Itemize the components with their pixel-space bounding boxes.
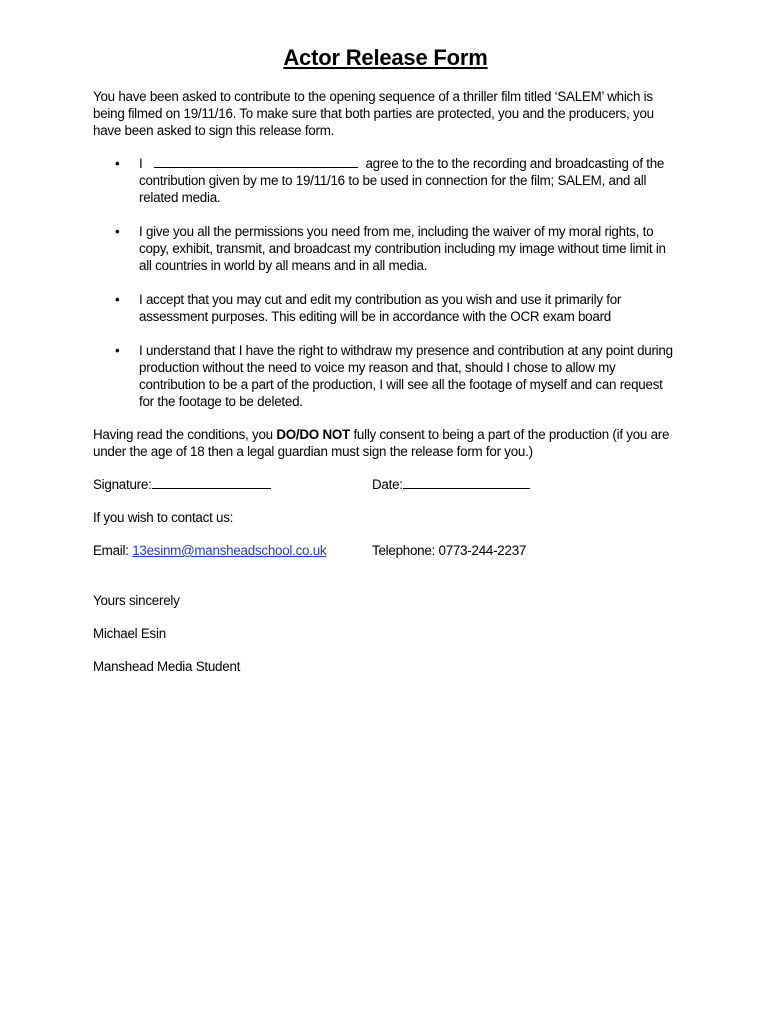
consent-before: Having read the conditions, you xyxy=(93,427,277,442)
signature-row xyxy=(93,476,678,493)
term-text: I understand that I have the right to withdraw my presence and contribution at any point during production without the need to voice my reason and that, should I chose to allow my contribution to be a part of the production, I will see all the footage of myself and can request for the footage to be deleted. xyxy=(139,343,673,409)
document-page xyxy=(93,44,678,691)
email-link[interactable]: 13esinm@mansheadschool.co.uk xyxy=(132,543,327,558)
contact-row xyxy=(93,542,678,559)
document-title: Actor Release Form xyxy=(283,45,488,70)
term-text: agree to the to the recording and broadcasting of the contribution given by me to 19/11/16 to be used in connection for the film; SALEM, and all related media. xyxy=(139,156,665,205)
closing-text: Yours sincerely xyxy=(93,593,180,608)
signature-field xyxy=(93,476,372,493)
contact-prompt: If you wish to contact us: xyxy=(93,510,234,525)
telephone-label: Telephone: xyxy=(372,543,439,558)
terms-list xyxy=(93,155,678,410)
list-item xyxy=(93,342,678,410)
date-blank-line[interactable] xyxy=(403,476,530,489)
telephone-field xyxy=(372,542,526,559)
date-label: Date: xyxy=(372,477,403,492)
list-item xyxy=(93,155,678,206)
list-item xyxy=(93,291,678,325)
bullet-icon: • xyxy=(115,224,120,239)
consent-slash: / xyxy=(295,427,300,442)
author-role: Manshead Media Student xyxy=(93,659,241,674)
telephone-number: 0773-244-2237 xyxy=(438,543,527,558)
date-field xyxy=(372,476,530,493)
bullet-icon: • xyxy=(115,156,120,171)
consent-do-not: DO NOT xyxy=(299,427,350,442)
consent-do: DO xyxy=(276,427,296,442)
email-label: Email: xyxy=(93,543,133,558)
term-prefix: I xyxy=(139,156,143,171)
spacer xyxy=(93,575,678,592)
term-text: I accept that you may cut and edit my contribution as you wish and use it primarily for assessment purposes. This editing will be in accordance with the OCR exam board xyxy=(139,292,622,324)
signature-label: Signature: xyxy=(93,477,152,492)
bullet-icon: • xyxy=(115,292,120,307)
consent-after: fully consent to being a part of the production (if you are under the age of 18 then a legal guardian must sign the release form for you.) xyxy=(93,427,670,459)
consent-paragraph xyxy=(93,426,678,460)
bullet-icon: • xyxy=(115,343,120,358)
term-text: I give you all the permissions you need from me, including the waiver of my moral rights, to copy, exhibit, transmit, and broadcast my contribution including my image without time limit in all countries in world by all means and in all media. xyxy=(139,224,666,273)
list-item xyxy=(93,223,678,274)
signature-blank-line[interactable] xyxy=(152,476,271,489)
author-name: Michael Esin xyxy=(93,626,166,641)
name-blank-line xyxy=(154,155,358,168)
email-field xyxy=(93,542,372,559)
intro-paragraph: You have been asked to contribute to the opening sequence of a thriller film titled ‘SALEM’ which is being filmed on 19/11/16. To make sure that both parties are protected, you and the producers, you have been asked to sign this release form. xyxy=(93,89,654,138)
